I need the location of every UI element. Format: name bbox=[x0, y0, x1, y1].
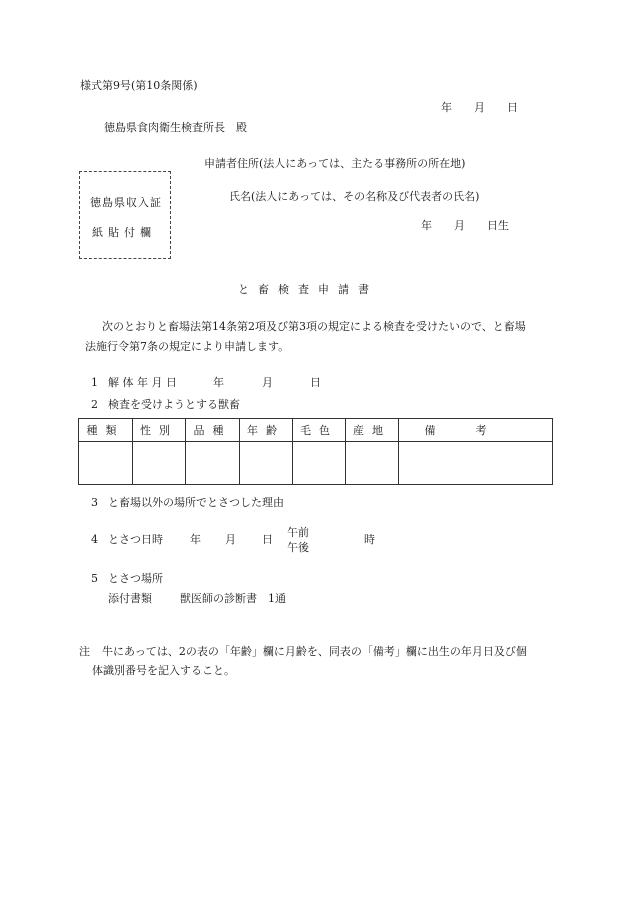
table-header-row bbox=[79, 419, 553, 442]
stamp-label-line2: 紙貼付欄 bbox=[92, 226, 156, 239]
item4-day: 日 bbox=[262, 533, 273, 546]
cell-age[interactable] bbox=[240, 442, 293, 485]
document-title: と畜検査申請書 bbox=[238, 283, 378, 296]
item5-number: 5 bbox=[91, 572, 98, 585]
item4-month: 月 bbox=[225, 533, 236, 546]
date-line: 年 月 日 bbox=[441, 101, 518, 114]
item1-label: 解 体 年 月 日 bbox=[108, 376, 177, 389]
attachments-label: 添付書類 bbox=[108, 592, 152, 605]
item1-day: 日 bbox=[310, 376, 321, 389]
cell-type[interactable] bbox=[79, 442, 133, 485]
note-mark: 注 bbox=[79, 645, 90, 658]
header-type: 種類 bbox=[79, 419, 133, 442]
item1-year: 年 bbox=[213, 376, 224, 389]
body-text-line1: 次のとおりと畜場法第14条第2項及び第3項の規定による検査を受けたいので、と畜場 bbox=[102, 320, 526, 333]
body-text-line2: 法施行令第7条の規定により申請します。 bbox=[85, 340, 290, 353]
form-number: 様式第9号(第10条関係) bbox=[80, 79, 198, 92]
header-sex: 性別 bbox=[133, 419, 186, 442]
item4-label: とさつ日時 bbox=[108, 533, 163, 546]
attachments-value: 獣医師の診断書 1通 bbox=[180, 592, 286, 605]
header-age: 年齢 bbox=[240, 419, 293, 442]
item1-number: 1 bbox=[91, 376, 98, 389]
addressee: 徳島県食肉衛生検査所長 殿 bbox=[104, 121, 247, 134]
item3-label: と畜場以外の場所でとさつした理由 bbox=[108, 496, 284, 509]
table-row bbox=[79, 442, 553, 485]
item3-number: 3 bbox=[91, 496, 98, 509]
header-breed: 品種 bbox=[186, 419, 240, 442]
header-remarks: 備考 bbox=[399, 419, 553, 442]
item4-year: 年 bbox=[190, 533, 201, 546]
item4-pm: 午後 bbox=[287, 541, 309, 554]
applicant-address-label: 申請者住所(法人にあっては、主たる事務所の所在地) bbox=[204, 157, 466, 170]
note-line1: 牛にあっては、2の表の「年齢」欄に月齢を、同表の「備考」欄に出生の年月日及び個 bbox=[102, 645, 527, 658]
item4-hour: 時 bbox=[364, 533, 375, 546]
cell-remarks[interactable] bbox=[399, 442, 553, 485]
item1-month: 月 bbox=[262, 376, 273, 389]
cell-breed[interactable] bbox=[186, 442, 240, 485]
item5-label: とさつ場所 bbox=[108, 572, 163, 585]
item4-number: 4 bbox=[91, 533, 98, 546]
applicant-name-label: 氏名(法人にあっては、その名称及び代表者の氏名) bbox=[229, 190, 480, 203]
animal-table bbox=[78, 418, 553, 485]
note-line2: 体識別番号を記入すること。 bbox=[92, 664, 235, 677]
item2-number: 2 bbox=[91, 398, 98, 411]
item2-label: 検査を受けようとする獣畜 bbox=[108, 398, 240, 411]
item4-am: 午前 bbox=[287, 526, 309, 539]
header-origin: 産地 bbox=[346, 419, 399, 442]
cell-sex[interactable] bbox=[133, 442, 186, 485]
birth-date-line: 年 月 日生 bbox=[421, 219, 509, 232]
revenue-stamp-box bbox=[79, 171, 171, 259]
cell-coat-color[interactable] bbox=[293, 442, 346, 485]
cell-origin[interactable] bbox=[346, 442, 399, 485]
header-coat-color: 毛色 bbox=[293, 419, 346, 442]
stamp-label-line1: 徳島県収入証 bbox=[90, 196, 162, 209]
